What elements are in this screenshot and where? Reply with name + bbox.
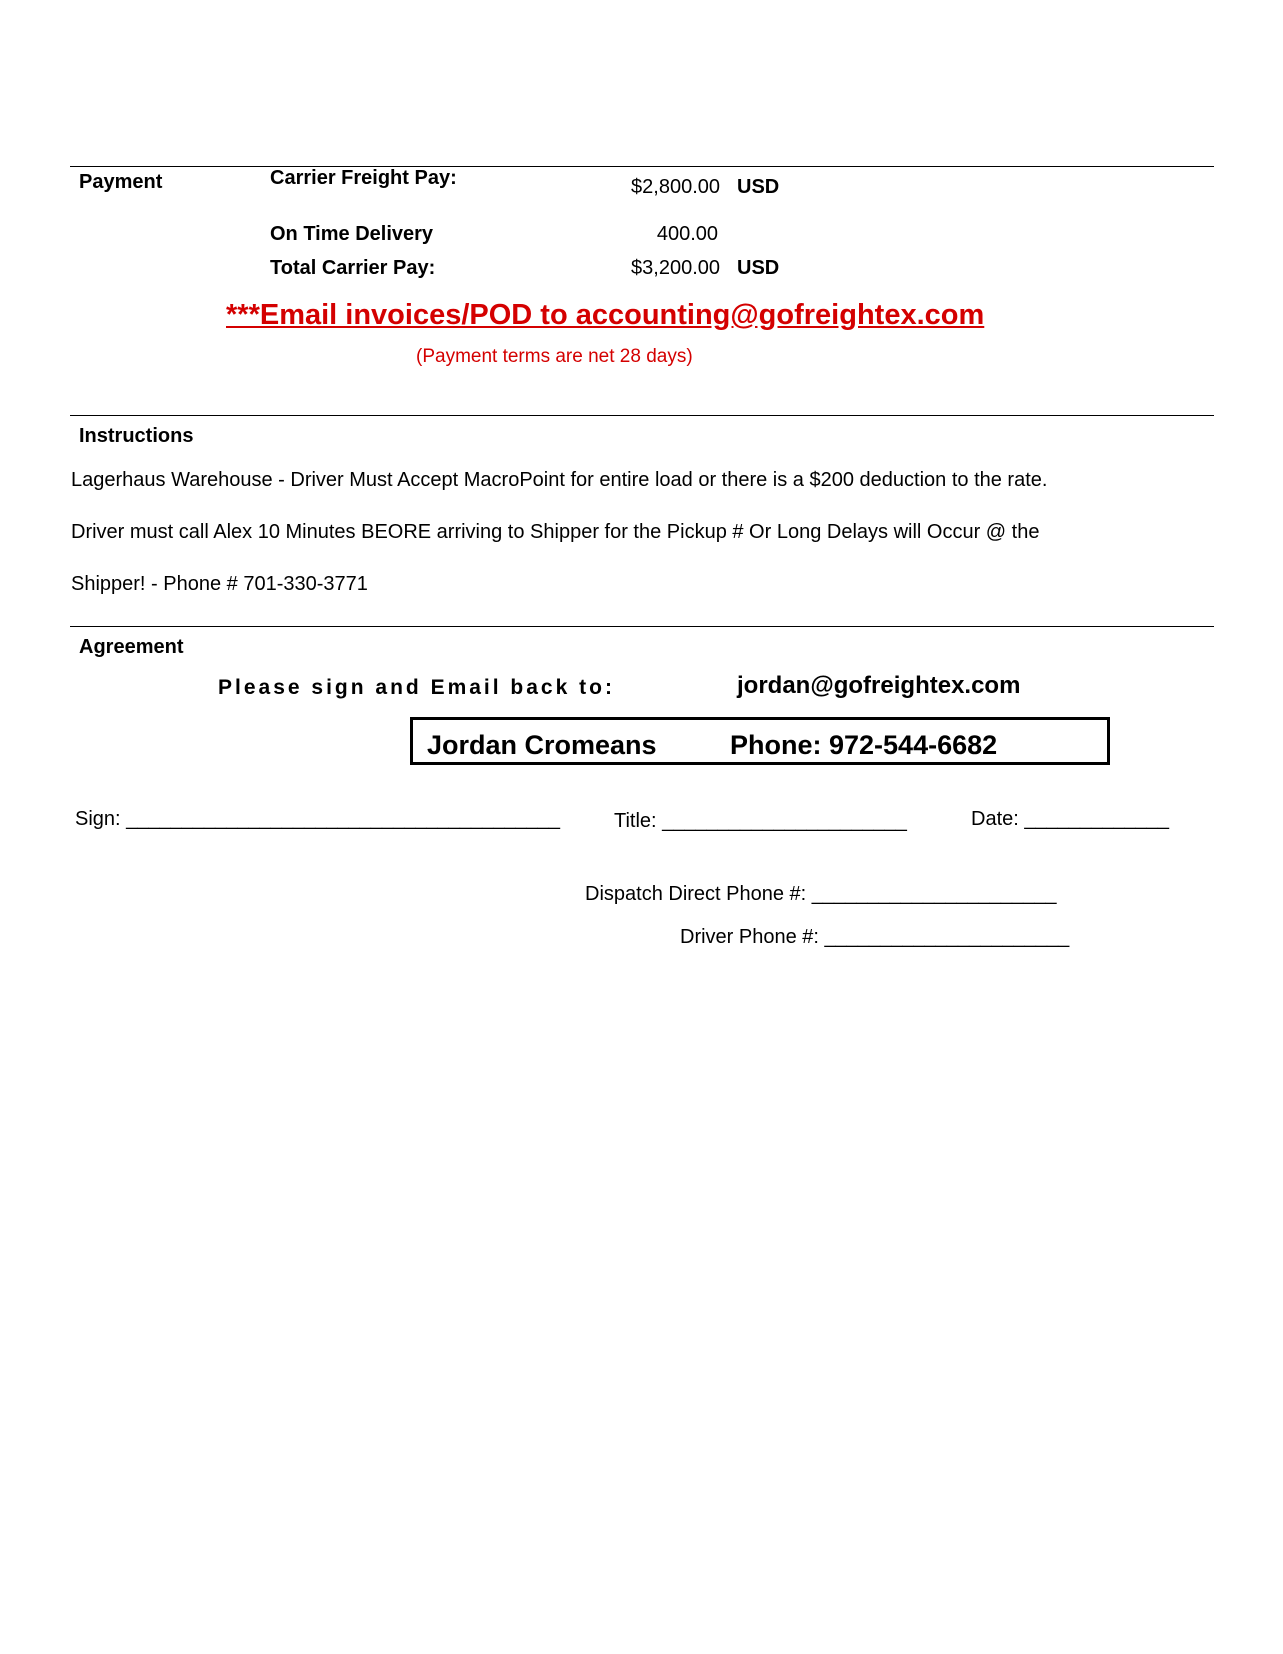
email-invoices-link[interactable]: ***Email invoices/POD to accounting@gofreightex.com <box>226 299 985 331</box>
total-carrier-pay-currency: USD <box>737 257 780 279</box>
driver-phone-field[interactable]: Driver Phone #: ______________________ <box>680 926 1070 948</box>
instructions-line-3: Shipper! - Phone # 701-330-3771 <box>71 573 368 595</box>
on-time-delivery-label: On Time Delivery <box>270 223 434 245</box>
title-field[interactable]: Title: ______________________ <box>614 810 907 832</box>
instructions-line-2: Driver must call Alex 10 Minutes BEORE arriving to Shipper for the Pickup # Or Long Delays will Occur @ the <box>71 521 1040 543</box>
sign-email[interactable]: jordan@gofreightex.com <box>737 672 1021 699</box>
contact-phone: Phone: 972-544-6682 <box>730 730 998 760</box>
divider-payment <box>70 166 1214 167</box>
carrier-freight-pay-amount: $2,800.00 <box>631 176 720 198</box>
total-carrier-pay-label: Total Carrier Pay: <box>270 257 436 279</box>
carrier-freight-pay-currency: USD <box>737 176 780 198</box>
total-carrier-pay-amount: $3,200.00 <box>631 257 720 279</box>
divider-instructions <box>70 415 1214 416</box>
sign-prompt: Please sign and Email back to: <box>218 676 615 699</box>
instructions-line-1: Lagerhaus Warehouse - Driver Must Accept MacroPoint for entire load or there is a $200 deduction to the rate. <box>71 469 1048 491</box>
carrier-freight-pay-label: Carrier Freight Pay: <box>270 167 457 189</box>
instructions-section-label: Instructions <box>79 425 194 447</box>
payment-terms-note: (Payment terms are net 28 days) <box>416 346 693 367</box>
dispatch-phone-field[interactable]: Dispatch Direct Phone #: ______________________ <box>585 883 1057 905</box>
contact-name: Jordan Cromeans <box>427 730 657 760</box>
agreement-section-label: Agreement <box>79 636 184 658</box>
contact-box <box>410 717 1110 765</box>
date-field[interactable]: Date: _____________ <box>971 808 1169 830</box>
divider-agreement <box>70 626 1214 627</box>
payment-section-label: Payment <box>79 171 163 193</box>
on-time-delivery-amount: 400.00 <box>656 223 718 245</box>
sign-field[interactable]: Sign: _______________________________________ <box>75 808 560 830</box>
